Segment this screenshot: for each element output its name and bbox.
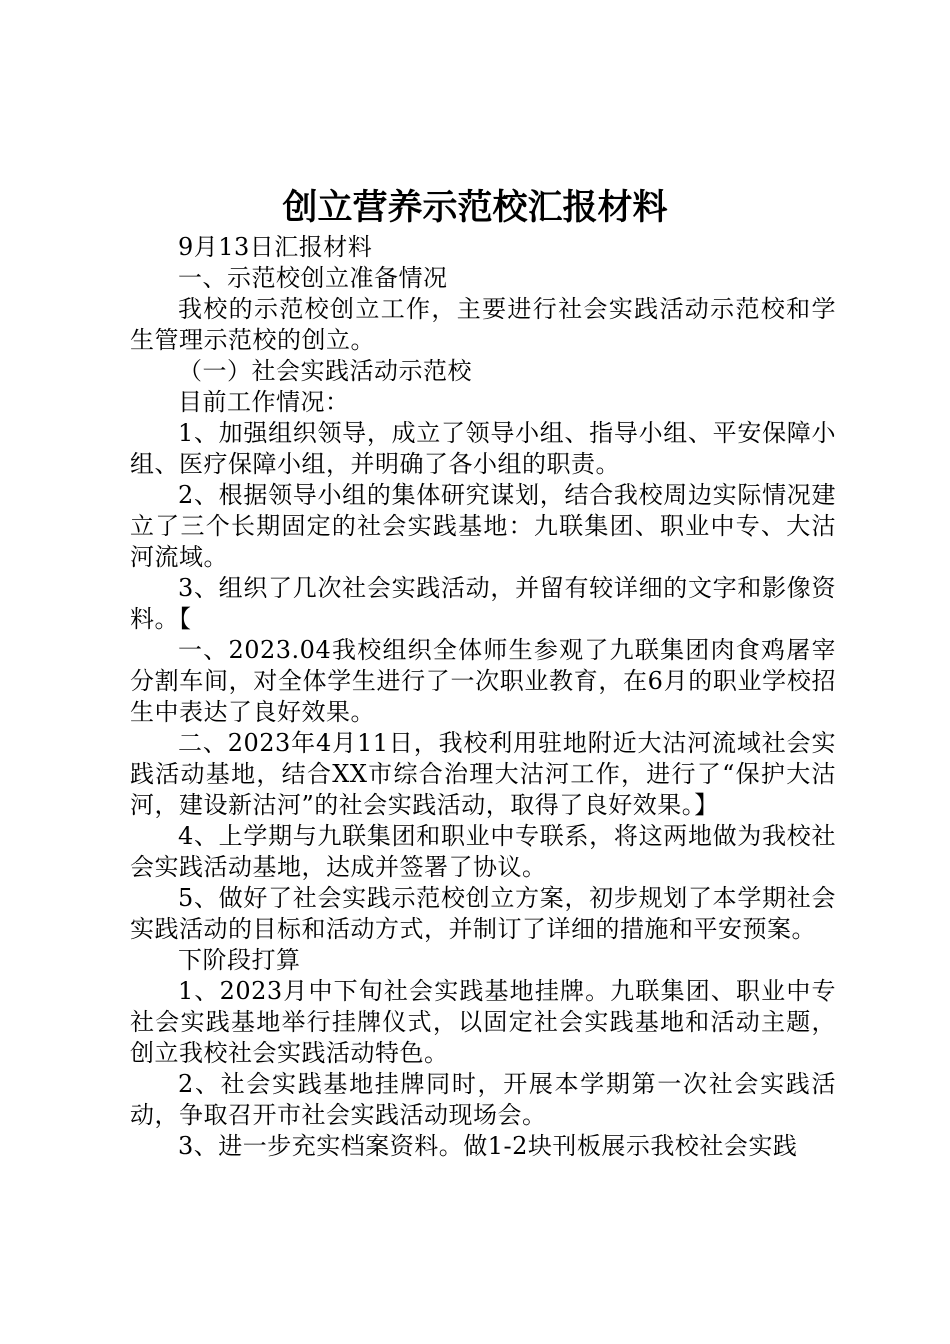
section-heading-preparation: 一、示范校创立准备情况: [178, 264, 448, 292]
sub-item-two: 二、2023年4月11日，我校利用驻地附近大沽河流域社会实践活动基地，结合XX市综合治理大沽河工作，进行了“保护大沽河，建设新沽河”的社会实践活动，取得了良好效果。】: [130, 729, 836, 819]
paragraph-intro: 我校的示范校创立工作，主要进行社会实践活动示范校和学生管理示范校的创立。: [130, 295, 836, 354]
list-item-4: 4、上学期与九联集团和职业中专联系，将这两地做为我校社会实践活动基地，达成并签署了协议。: [130, 822, 836, 881]
subsection-heading-social-practice: （一）社会实践活动示范校: [178, 357, 472, 385]
document-title: 创立营养示范校汇报材料: [282, 188, 668, 228]
sub-item-one: 一、2023.04我校组织全体师生参观了九联集团肉食鸡屠宰分割车间，对全体学生进行了一次职业教育，在6月的职业学校招生中表达了良好效果。: [130, 636, 836, 726]
list-item-1: 1、加强组织领导，成立了领导小组、指导小组、平安保障小组、医疗保障小组，并明确了各小组的职责。: [130, 419, 836, 478]
plan-item-3: 3、进一步充实档案资料。做1-2块刊板展示我校社会实践: [178, 1132, 798, 1160]
list-item-3: 3、组织了几次社会实践活动，并留有较详细的文字和影像资料。【: [130, 574, 836, 633]
heading-next-plan: 下阶段打算: [178, 946, 301, 974]
document-body: [130, 232, 836, 1162]
list-item-2: 2、根据领导小组的集体研究谋划，结合我校周边实际情况建立了三个长期固定的社会实践基地：九联集团、职业中专、大沽河流域。: [130, 481, 836, 571]
plan-item-2: 2、社会实践基地挂牌同时，开展本学期第一次社会实践活动，争取召开市社会实践活动现场会。: [130, 1070, 836, 1129]
paragraph-date-heading: 9月13日汇报材料: [178, 233, 373, 261]
plan-item-1: 1、2023月中下旬社会实践基地挂牌。九联集团、职业中专社会实践基地举行挂牌仪式，以固定社会实践基地和活动主题，创立我校社会实践活动特色。: [130, 977, 836, 1067]
heading-current-work: 目前工作情况：: [178, 388, 350, 416]
list-item-5: 5、做好了社会实践示范校创立方案，初步规划了本学期社会实践活动的目标和活动方式，并制订了详细的措施和平安预案。: [130, 884, 836, 943]
